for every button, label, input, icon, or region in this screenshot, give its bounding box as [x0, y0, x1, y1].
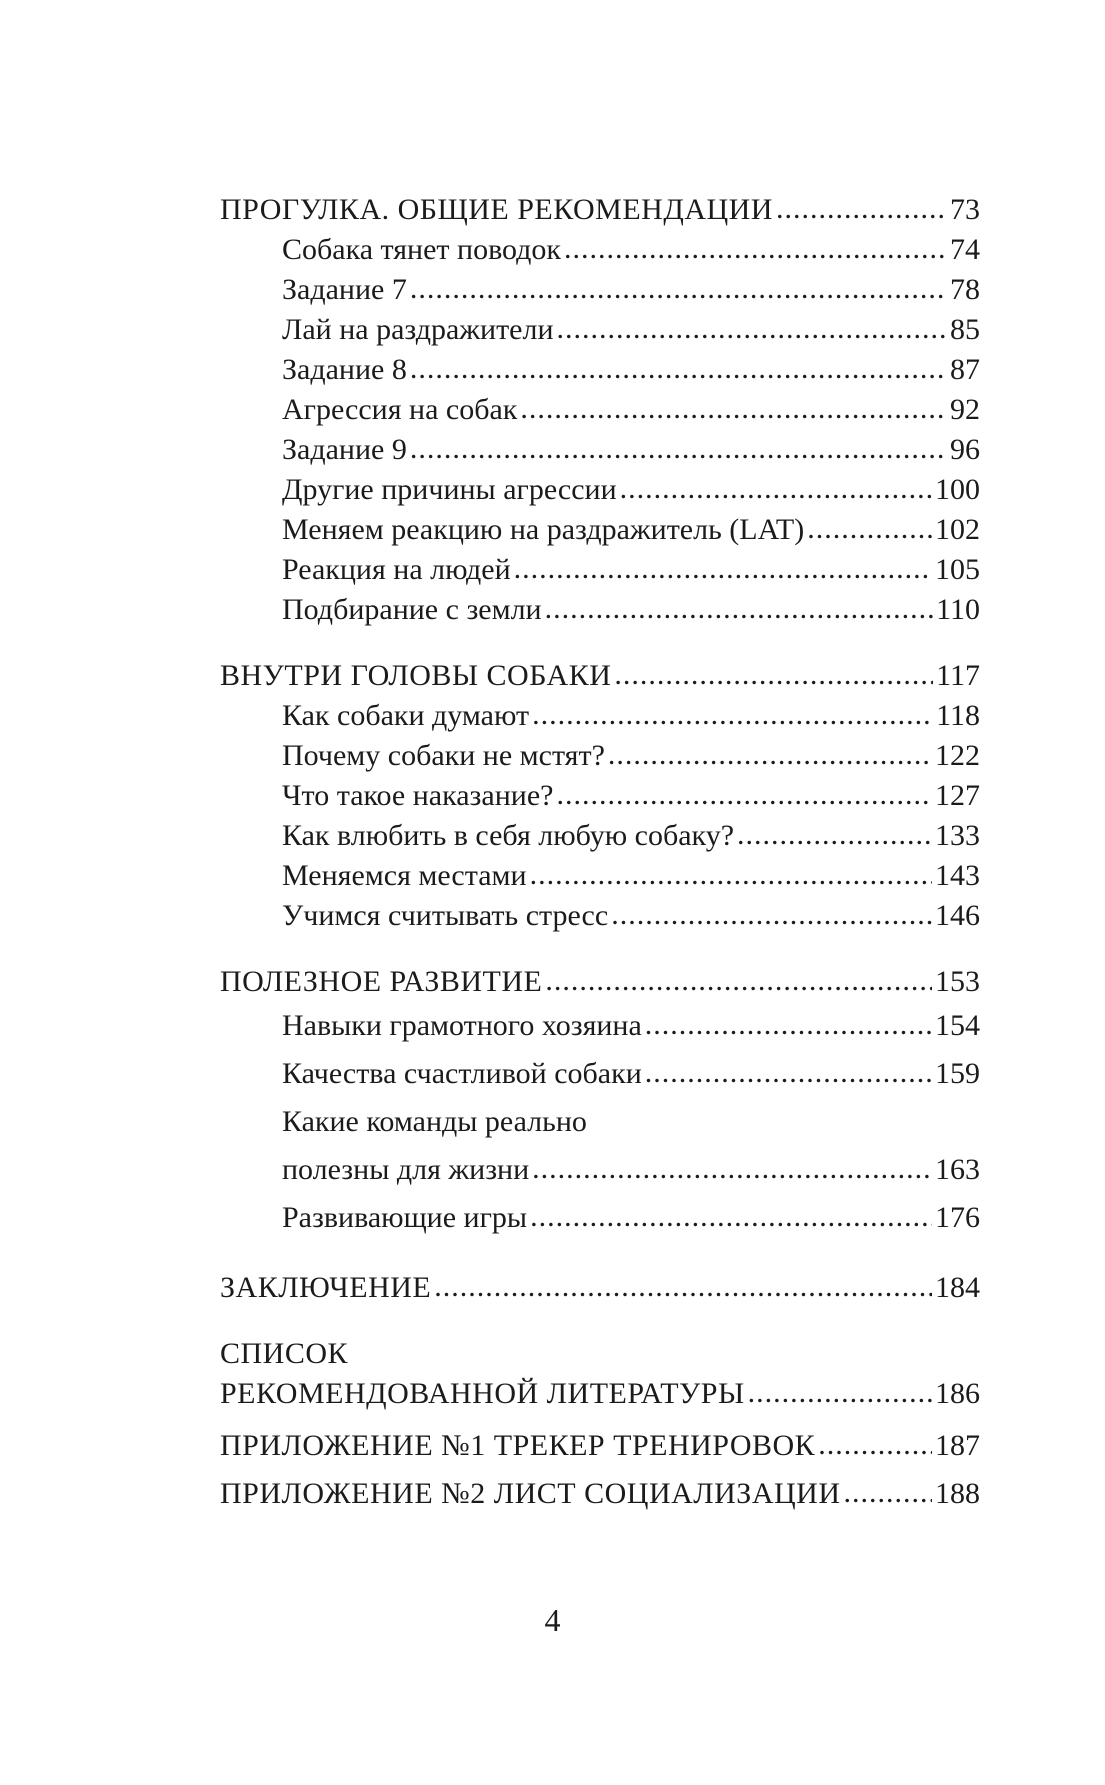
toc-item-title: полезны для жизни [282, 1153, 530, 1186]
toc-section-walk[interactable] [220, 190, 980, 230]
toc-section-title: ПОЛЕЗНОЕ РАЗВИТИЕ [220, 965, 543, 998]
toc-page-number: 187 [935, 1429, 980, 1462]
toc-item-title: Подбирание с земли [282, 593, 542, 626]
toc-item-title: Качества счастливой собаки [282, 1057, 642, 1090]
leader-dots [530, 1193, 932, 1241]
toc-section-useful-development[interactable] [220, 962, 980, 1002]
toc-item[interactable] [220, 590, 980, 630]
leader-dots [410, 349, 947, 389]
toc-item[interactable] [220, 696, 980, 736]
toc-item-title: Меняем реакцию на раздражитель (LAT) [282, 513, 805, 546]
toc-page-number: 102 [935, 513, 980, 546]
leader-dots [514, 549, 932, 589]
toc-section-title: ВНУТРИ ГОЛОВЫ СОБАКИ [220, 659, 612, 692]
toc-item[interactable] [220, 230, 980, 270]
toc-item[interactable] [220, 816, 980, 856]
toc-item[interactable] [220, 270, 980, 310]
section-spacer [220, 1242, 980, 1268]
toc-page-number: 153 [935, 965, 980, 998]
toc-item-title: Почему собаки не мстят? [282, 739, 605, 772]
toc-page-number: 122 [935, 739, 980, 772]
toc-appendix-2[interactable] [220, 1470, 980, 1518]
toc-item-title: Собака тянет поводок [282, 233, 562, 266]
toc-section-title: ЗАКЛЮЧЕНИЕ [220, 1271, 432, 1304]
toc-section-title: ПРИЛОЖЕНИЕ №2 ЛИСТ СОЦИАЛИЗАЦИИ [220, 1477, 841, 1510]
leader-dots [608, 735, 932, 775]
leader-dots [807, 509, 932, 549]
leader-dots [434, 1267, 932, 1307]
toc-item-title: Задание 7 [282, 273, 407, 306]
toc-page-number: 146 [935, 899, 980, 932]
toc-item[interactable] [220, 430, 980, 470]
toc-item[interactable] [220, 550, 980, 590]
toc-item-title: Задание 9 [282, 433, 407, 466]
toc-item-title: Что такое наказание? [282, 779, 554, 812]
leader-dots [748, 1373, 932, 1413]
toc-item[interactable] [220, 1194, 980, 1242]
section-spacer [220, 1308, 980, 1334]
toc-page-number: 100 [935, 473, 980, 506]
toc-page-number: 176 [935, 1201, 980, 1234]
toc-item[interactable] [220, 1050, 980, 1098]
toc-page-number: 87 [950, 353, 980, 386]
toc-item[interactable] [220, 390, 980, 430]
toc-section-title: ПРИЛОЖЕНИЕ №1 ТРЕКЕР ТРЕНИРОВОК [220, 1429, 816, 1462]
toc-page-number: 73 [950, 193, 980, 226]
toc-item-title: Как собаки думают [282, 699, 530, 732]
toc-page-number: 74 [950, 233, 980, 266]
leader-dots [532, 695, 933, 735]
toc-item-title: Навыки грамотного хозяина [282, 1009, 642, 1042]
section-spacer [220, 630, 980, 656]
toc-page-number: 78 [950, 273, 980, 306]
toc-page-number: 184 [935, 1271, 980, 1304]
table-of-contents [220, 190, 980, 1518]
toc-page-number: 110 [936, 593, 980, 626]
leader-dots [557, 309, 947, 349]
toc-item-title: Развивающие игры [282, 1201, 528, 1234]
leader-dots [520, 389, 947, 429]
toc-item-title: Задание 8 [282, 353, 407, 386]
toc-page-number: 85 [950, 313, 980, 346]
leader-dots [620, 469, 932, 509]
toc-page-number: 163 [935, 1153, 980, 1186]
leader-dots [545, 589, 933, 629]
toc-item[interactable] [220, 896, 980, 936]
toc-page-number: 188 [935, 1477, 980, 1510]
toc-literature-line1[interactable]: СПИСОК [220, 1337, 349, 1370]
toc-page-number: 117 [936, 659, 980, 692]
toc-page-number: 127 [935, 779, 980, 812]
toc-section-title: ПРОГУЛКА. ОБЩИЕ РЕКОМЕНДАЦИИ [220, 193, 773, 226]
leader-dots [645, 1049, 932, 1097]
toc-item-title: Как влюбить в себя любую собаку? [282, 819, 735, 852]
toc-item-title: Агрессия на собак [282, 393, 518, 426]
toc-section-title: РЕКОМЕНДОВАННОЙ ЛИТЕРАТУРЫ [220, 1377, 745, 1410]
page-number: 4 [544, 1602, 561, 1638]
toc-literature[interactable] [220, 1374, 980, 1414]
leader-dots [818, 1421, 932, 1469]
toc-item-title: Лай на раздражители [282, 313, 554, 346]
toc-item-title: Другие причины агрессии [282, 473, 617, 506]
leader-dots [611, 895, 932, 935]
toc-item[interactable] [220, 1146, 980, 1194]
toc-item[interactable] [220, 1002, 980, 1050]
leader-dots [564, 229, 947, 269]
toc-item[interactable] [220, 470, 980, 510]
leader-dots [545, 961, 932, 1001]
toc-item[interactable] [220, 776, 980, 816]
toc-conclusion[interactable] [220, 1268, 980, 1308]
toc-section-inside-dog-head[interactable] [220, 656, 980, 696]
leader-dots [737, 815, 932, 855]
toc-page-number: 159 [935, 1057, 980, 1090]
toc-page-number: 143 [935, 859, 980, 892]
toc-page-number: 92 [950, 393, 980, 426]
leader-dots [614, 655, 933, 695]
toc-page-number: 105 [935, 553, 980, 586]
leader-dots [532, 1145, 932, 1193]
toc-page-number: 154 [935, 1009, 980, 1042]
toc-item[interactable] [220, 856, 980, 896]
toc-item-title: Учимся считывать стресс [282, 899, 609, 932]
toc-page-number: 118 [936, 699, 980, 732]
section-spacer [220, 936, 980, 962]
toc-item[interactable] [220, 736, 980, 776]
toc-page-number: 186 [935, 1377, 980, 1410]
leader-dots [410, 429, 947, 469]
leader-dots [776, 189, 947, 229]
toc-page-number: 133 [935, 819, 980, 852]
toc-item[interactable] [220, 350, 980, 390]
toc-item-title: Реакция на людей [282, 553, 511, 586]
leader-dots [645, 1001, 932, 1049]
toc-item-title: Меняемся местами [282, 859, 527, 892]
toc-item-title-line1[interactable]: Какие команды реально [282, 1105, 587, 1138]
leader-dots [556, 775, 932, 815]
leader-dots [410, 269, 947, 309]
leader-dots [530, 855, 932, 895]
toc-item[interactable] [220, 310, 980, 350]
leader-dots [843, 1469, 932, 1517]
toc-page-number: 96 [950, 433, 980, 466]
toc-appendix-1[interactable] [220, 1422, 980, 1470]
toc-item[interactable] [220, 510, 980, 550]
